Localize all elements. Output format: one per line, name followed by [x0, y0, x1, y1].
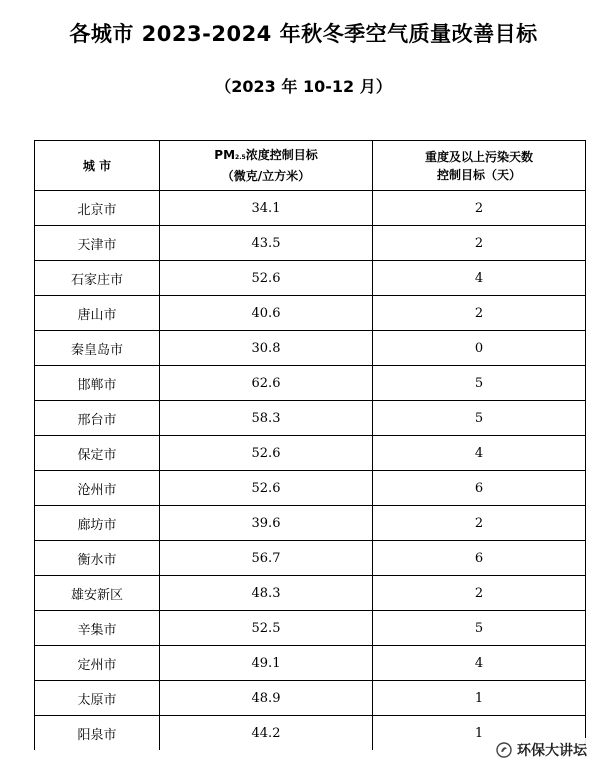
cell-pm25-target: 52.6 [160, 436, 373, 471]
header-city [35, 141, 160, 191]
cell-city: 廊坊市 [35, 506, 160, 541]
cell-city: 邢台市 [35, 401, 160, 436]
cell-heavy-pollution-days: 5 [373, 366, 586, 401]
cell-heavy-pollution-days: 1 [373, 681, 586, 716]
cell-city: 北京市 [35, 191, 160, 226]
cell-city: 衡水市 [35, 541, 160, 576]
table-row [35, 261, 586, 296]
cell-pm25-target: 52.5 [160, 611, 373, 646]
cell-pm25-target: 43.5 [160, 226, 373, 261]
table-row [35, 646, 586, 681]
header-pm-line2: （微克/立方米） [221, 169, 311, 183]
table-row [35, 436, 586, 471]
header-pm-line1: 浓度控制目标 [245, 148, 318, 162]
header-pm-subscript: 2.5 [235, 154, 246, 161]
header-days-line1: 重度及以上污染天数 [424, 149, 533, 164]
table-row [35, 191, 586, 226]
cell-city: 唐山市 [35, 296, 160, 331]
header-city-label: 城 市 [82, 158, 112, 173]
cell-city: 天津市 [35, 226, 160, 261]
targets-table [34, 140, 586, 750]
cell-city: 石家庄市 [35, 261, 160, 296]
table-row [35, 471, 586, 506]
cell-city: 秦皇岛市 [35, 331, 160, 366]
cell-pm25-target: 49.1 [160, 646, 373, 681]
cell-pm25-target: 40.6 [160, 296, 373, 331]
cell-city: 雄安新区 [35, 576, 160, 611]
cell-heavy-pollution-days: 2 [373, 191, 586, 226]
cell-heavy-pollution-days: 2 [373, 576, 586, 611]
table-row [35, 226, 586, 261]
cell-heavy-pollution-days: 6 [373, 471, 586, 506]
cell-pm25-target: 39.6 [160, 506, 373, 541]
header-days-line2: 控制目标（天） [436, 167, 521, 182]
table-row [35, 401, 586, 436]
table-row [35, 541, 586, 576]
document-title: 各城市 2023-2024 年秋冬季空气质量改善目标 [69, 22, 538, 46]
cell-heavy-pollution-days: 2 [373, 296, 586, 331]
cell-pm25-target: 52.6 [160, 471, 373, 506]
cell-pm25-target: 44.2 [160, 716, 373, 751]
cell-pm25-target: 48.9 [160, 681, 373, 716]
header-pm-prefix: PM [214, 148, 236, 162]
cell-city: 沧州市 [35, 471, 160, 506]
cell-pm25-target: 58.3 [160, 401, 373, 436]
table-header-row [35, 141, 586, 191]
cell-pm25-target: 48.3 [160, 576, 373, 611]
cell-city: 辛集市 [35, 611, 160, 646]
cell-heavy-pollution-days: 4 [373, 436, 586, 471]
document-subtitle: （2023 年 10-12 月） [215, 77, 392, 96]
cell-city: 阳泉市 [35, 716, 160, 751]
cell-city: 保定市 [35, 436, 160, 471]
cell-pm25-target: 62.6 [160, 366, 373, 401]
table-row [35, 331, 586, 366]
header-pm25 [160, 141, 373, 191]
table-row [35, 611, 586, 646]
table-row [35, 681, 586, 716]
table-row [35, 366, 586, 401]
cell-heavy-pollution-days: 0 [373, 331, 586, 366]
table-row [35, 296, 586, 331]
cell-heavy-pollution-days: 5 [373, 611, 586, 646]
table-row [35, 506, 586, 541]
cell-heavy-pollution-days: 2 [373, 226, 586, 261]
cell-heavy-pollution-days: 2 [373, 506, 586, 541]
cell-city: 太原市 [35, 681, 160, 716]
table-row [35, 576, 586, 611]
cell-pm25-target: 30.8 [160, 331, 373, 366]
wechat-official-account-icon [496, 742, 512, 758]
cell-city: 邯郸市 [35, 366, 160, 401]
table-body [35, 191, 586, 751]
watermark [492, 738, 591, 762]
cell-pm25-target: 56.7 [160, 541, 373, 576]
cell-heavy-pollution-days: 6 [373, 541, 586, 576]
cell-heavy-pollution-days: 4 [373, 261, 586, 296]
cell-city: 定州市 [35, 646, 160, 681]
cell-heavy-pollution-days: 5 [373, 401, 586, 436]
watermark-text: 环保大讲坛 [517, 743, 587, 759]
cell-heavy-pollution-days: 1 [373, 716, 586, 751]
cell-pm25-target: 52.6 [160, 261, 373, 296]
header-heavy-pollution-days [373, 141, 586, 191]
cell-heavy-pollution-days: 4 [373, 646, 586, 681]
cell-pm25-target: 34.1 [160, 191, 373, 226]
